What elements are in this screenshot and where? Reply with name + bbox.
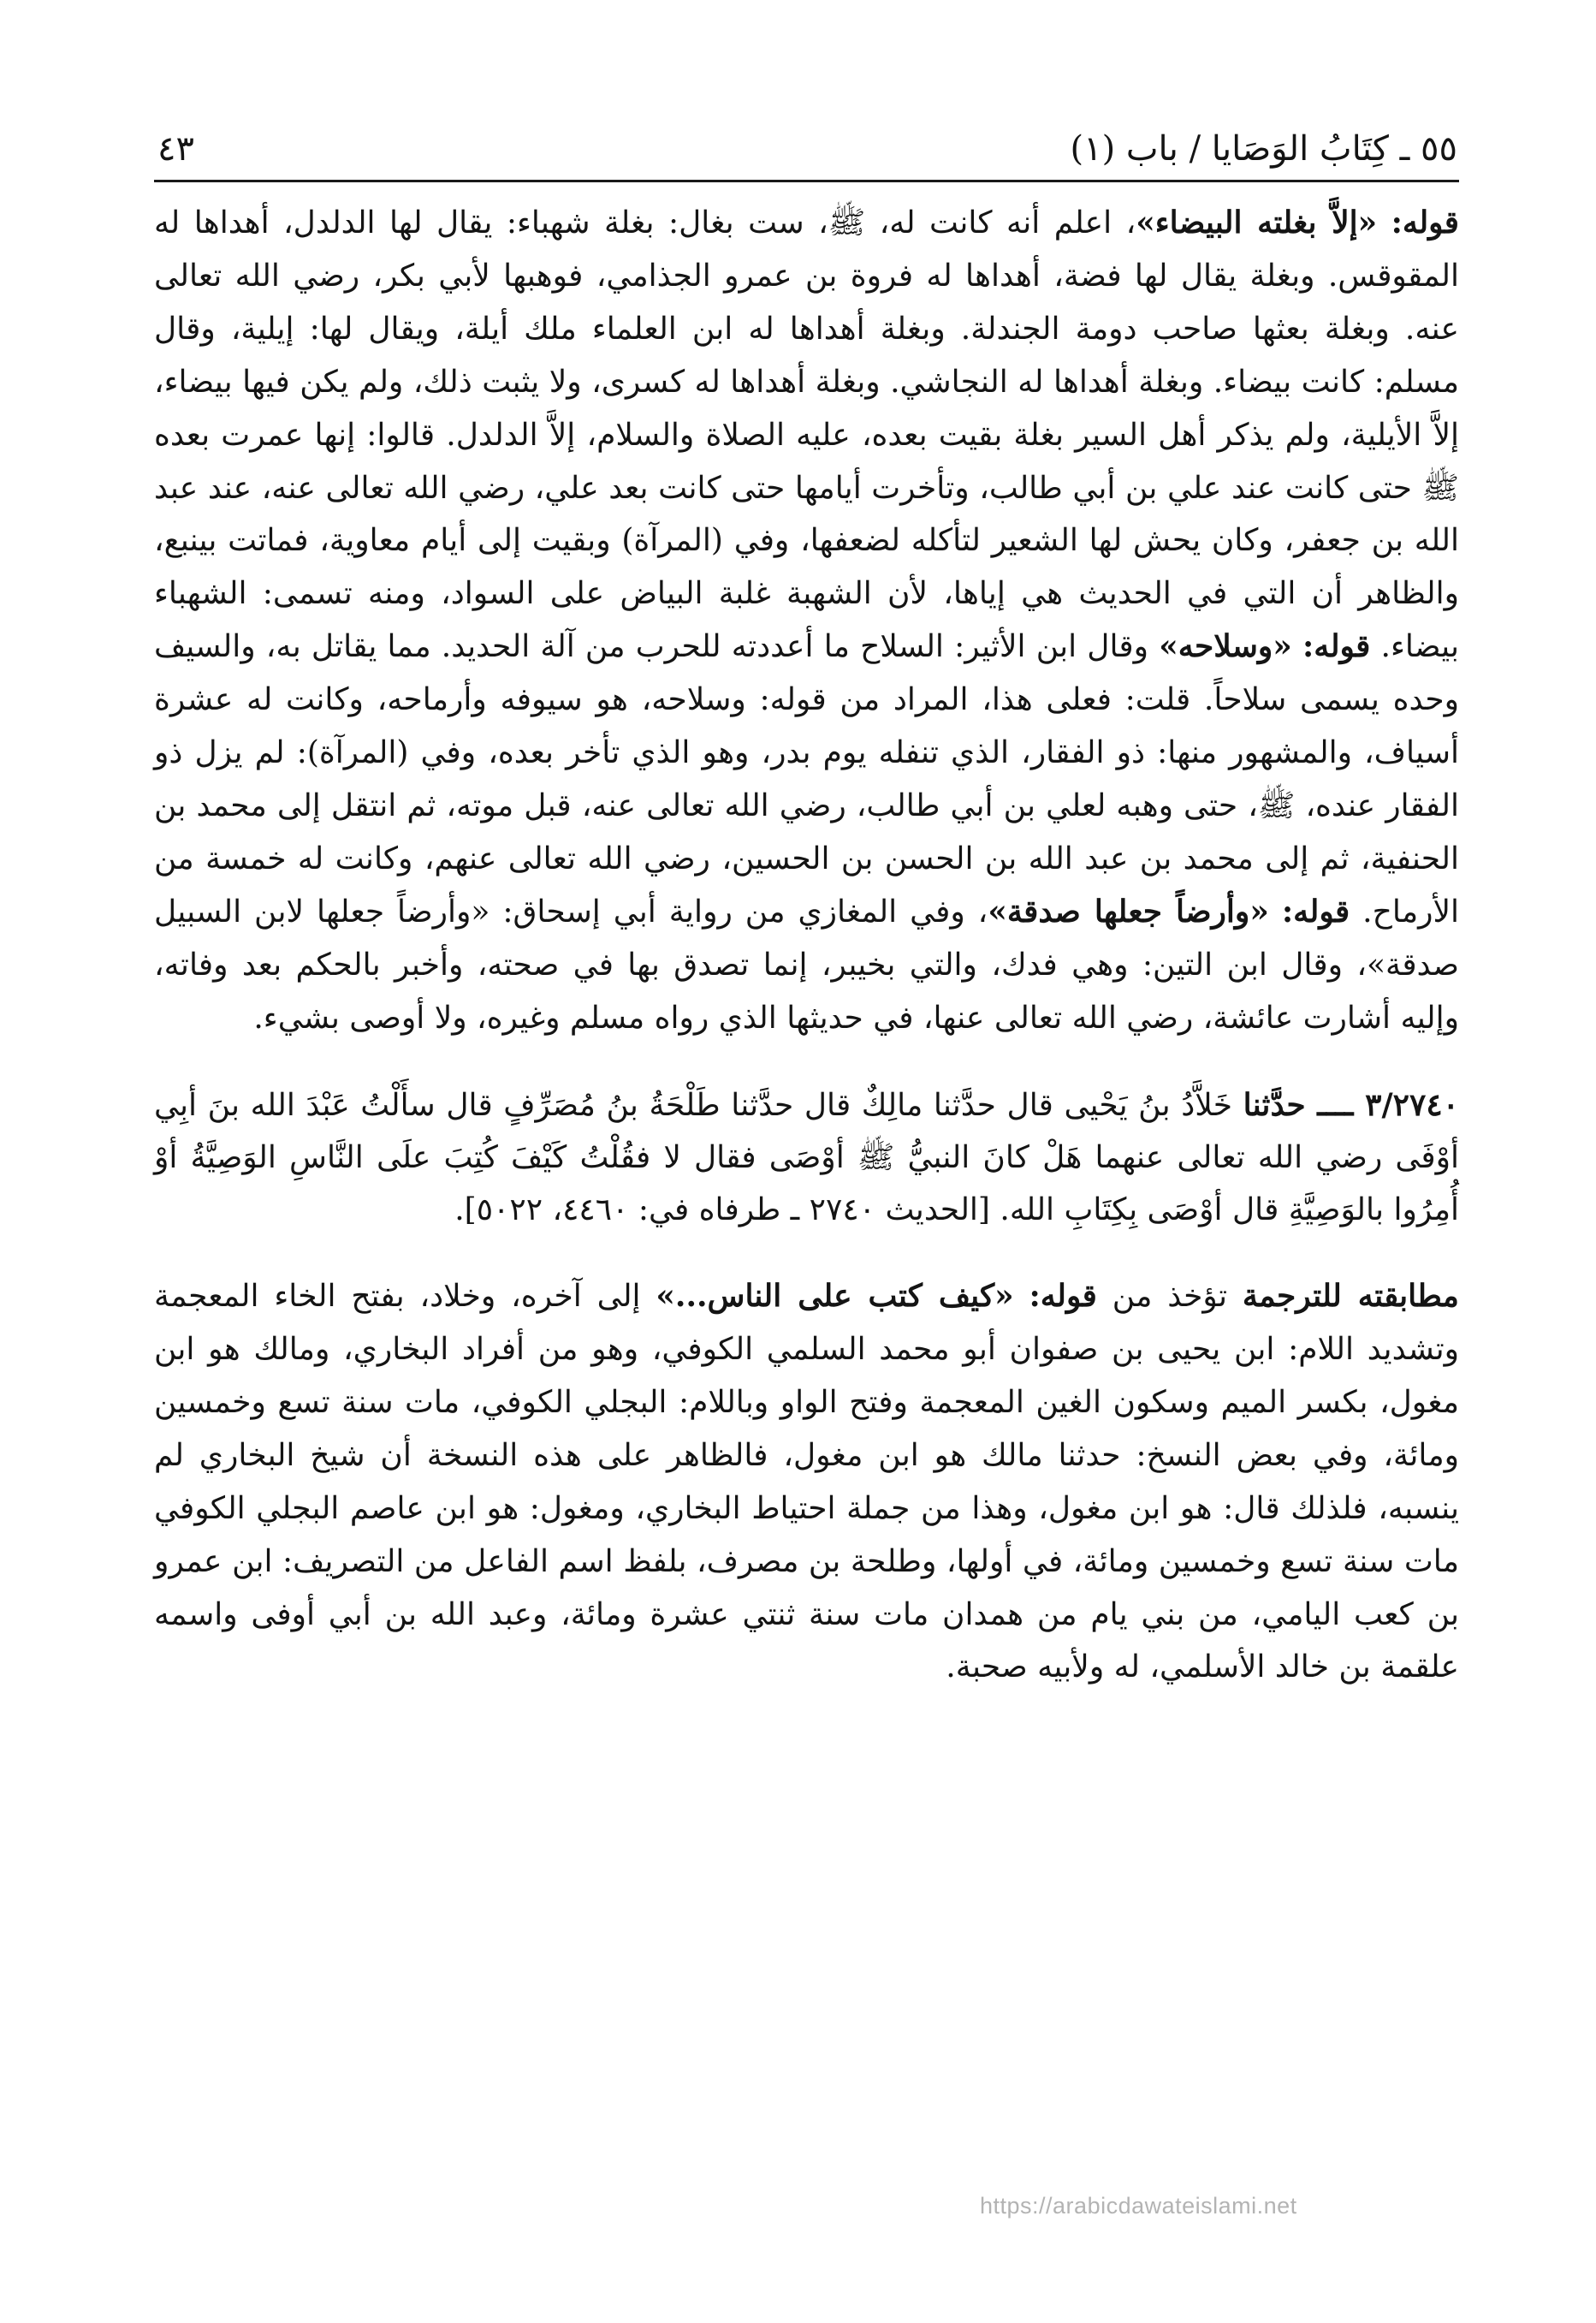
hadith-dash: ــــ [1305,1086,1366,1123]
hadith-haddathana: حدَّثنا [1243,1086,1306,1123]
commentary-paragraph-1 [154,197,1459,1045]
commentary-text: تؤخذ من [1096,1279,1243,1315]
commentary-lead: قوله: [1029,1278,1097,1315]
quoted-phrase: «وسلاحه» [1159,628,1292,665]
commentary-lead: قوله: [1281,893,1350,930]
header-rule [154,180,1459,182]
quoted-phrase: «كيف كتب على الناس...» [656,1278,1014,1315]
hadith-text: خَلاَّدُ بنُ يَحْيى قال حدَّثنا مالِكٌ قال حدَّثنا طَلْحَةُ بنُ مُصَرِّفٍ قال سأَلْتُ عَبْدَ الله بنَ أبِي أوْفَى رضي الله تعالى عنهما هَلْ كانَ النبيُّ ﷺ أوْصَى فقال لا فقُلْتُ كَيْفَ كُتِبَ علَى النَّاسِ الوَصِيَّةُ أوْ أُمِرُوا بالوَصِيَّةِ قال أوْصَى بِكِتَابِ الله. [الحديث ٢٧٤٠ ـ طرفاه في: ٤٤٦٠، ٥٠٢٢]. [154,1087,1459,1227]
book-page [154,103,1459,2294]
watermark-url: https://arabicdawateislami.net [980,2193,1297,2219]
commentary-paragraph-2 [154,1270,1459,1694]
commentary-lead: مطابقته للترجمة [1242,1278,1459,1315]
body-text [154,197,1459,1709]
page-header [154,103,1459,178]
commentary-lead: قوله: [1391,205,1459,241]
commentary-text: وقال ابن الأثير: السلاح ما أعددته للحرب من آلة الحديد. مما يقاتل به، والسيف وحده يسمى سلاحاً. قلت: فعلى هذا، المراد من قوله: وسلاحه، هو سيوفه وأرماحه، وكانت له عشرة أسياف، والمشهور منها: ذو الفقار، الذي تنفله يوم بدر، وهو الذي تأخر بعده، وفي (المرآة): لم يزل ذو الفقار عنده، ﷺ، حتى وهبه لعلي بن أبي طالب، رضي الله تعالى عنه، قبل موته، ثم انتقل إلى محمد بن الحنفية، ثم إلى محمد بن عبد الله بن الحسن بن الحسين، رضي الله تعالى عنهم، وكانت له خمسة من الأرماح. [154,629,1460,930]
hadith-number: ٣/٢٧٤٠ [1365,1086,1459,1123]
commentary-text: ، اعلم أنه كانت له، ﷺ، ست بغال: بغلة شهباء: يقال لها الدلدل، أهداها له المقوقس. وبغلة يقال لها فضة، أهداها له فروة بن عمرو الجذامي، فوهبها لأبي بكر، رضي الله تعالى عنه. وبغلة بعثها صاحب دومة الجندلة. وبغلة أهداها له ابن العلماء ملك أيلة، ويقال لها: إيلية، وقال مسلم: كانت بيضاء. وبغلة أهداها له النجاشي. وبغلة أهداها له كسرى، ولا يثبت ذلك، ولم يكن فيها بيضاء، إلاَّ الأيلية، ولم يذكر أهل السير بغلة بقيت بعده، عليه الصلاة والسلام، إلاَّ الدلدل. قالوا: إنها عمرت بعده ﷺ حتى كانت عند علي بن أبي طالب، وتأخرت أيامها حتى كانت بعد علي، رضي الله تعالى عنه، عند عبد الله بن جعفر، وكان يحش لها الشعير لتأكله لضعفها، وفي (المرآة) وبقيت إلى أيام معاوية، فماتت بينبع، والظاهر أن التي في الحديث هي إياها، لأن الشهبة غلبة البياض على السواد، ومنه تسمى: الشهباء بيضاء. [154,205,1459,665]
quoted-phrase: «وأرضاً جعلها صدقة» [988,893,1269,930]
quoted-phrase: «إلاَّ بغلته البيضاء» [1136,205,1378,241]
running-title: ٥٥ ـ كِتَابُ الوَصَايا / باب (١) [1070,129,1457,169]
page-number: ٤٣ [157,129,194,169]
hadith-paragraph [154,1079,1459,1237]
commentary-lead: قوله: [1302,628,1371,665]
commentary-text: إلى آخره، وخلاد، بفتح الخاء المعجمة وتشديد اللام: ابن يحيى بن صفوان أبو محمد السلمي الكوفي، وهو من أفراد البخاري، ومالك هو ابن مغول، بكسر الميم وسكون الغين المعجمة وفتح الواو وباللام: البجلي الكوفي، مات سنة تسع وخمسين ومائة، وفي بعض النسخ: حدثنا مالك هو ابن مغول، فالظاهر على هذه النسخة أن شيخ البخاري لم ينسبه، فلذلك قال: هو ابن مغول، وهذا من جملة احتياط البخاري، ومغول: هو ابن عاصم البجلي الكوفي مات سنة تسع وخمسين ومائة، في أولها، وطلحة بن مصرف، بلفظ اسم الفاعل من التصريف: ابن عمرو بن كعب اليامي، من بني يام من همدان مات سنة ثنتي عشرة ومائة، وعبد الله بن أبي أوفى واسمه علقمة بن خالد الأسلمي، له ولأبيه صحبة. [154,1279,1459,1685]
commentary-text: ، وفي المغازي من رواية أبي إسحاق: «وأرضاً جعلها لابن السبيل صدقة»، وقال ابن التين: وهي فدك، والتي بخيبر، إنما تصدق بها في صحته، وأخبر بالحكم بعد وفاته، وإليه أشارت عائشة، رضي الله تعالى عنها، في حديثها الذي رواه مسلم وغيره، ولا أوصى بشيء. [154,894,1459,1036]
